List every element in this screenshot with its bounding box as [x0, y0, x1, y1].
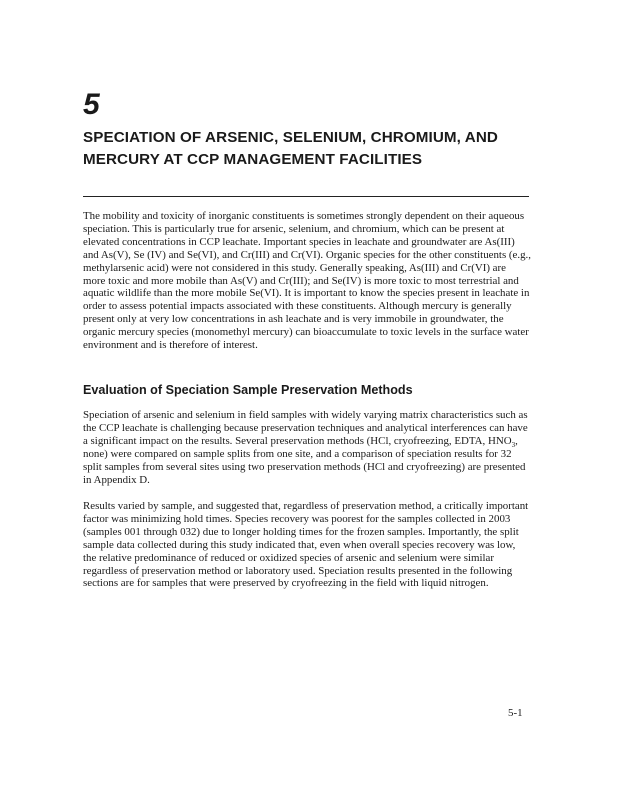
- intro-paragraph: The mobility and toxicity of inorganic constituents is sometimes strongly dependent on their aqueous speciation. This is particularly true for arsenic, selenium, and chromium, which can be present at elevated concentrations in CCP leachate. Important species in leachate and groundwater are As(III) and As(V), Se (IV) and Se(VI), and Cr(III) and Cr(VI). Organic species for the other constituents (e.g., methylarsenic acid) were not considered in this study. Generally speaking, As(III) and Cr(VI) are more toxic and more mobile than As(V) and Cr(III); and Se(IV) is more toxic to most terrestrial and aquatic wildlife than the more mobile Se(VI). It is important to know the species present in leachate in order to assess potential impacts associated with these constituents. Although mercury is generally present only at very low concentrations in ash leachate and is very immobile in groundwater, the organic mercury species (monomethyl mercury) can bioaccumulate to toxic levels in the surface water environment and is therefore of interest.: [83, 210, 531, 352]
- section-paragraph-1-start: Speciation of arsenic and selenium in field samples with widely varying matrix characteristics such as the CCP leachate is challenging because preservation techniques and analytical interferences can have a significant impact on the results. Several preservation methods (HCl, cryofreezing, EDTA, HNO: [83, 409, 528, 447]
- section-paragraph-1-end: , none) were compared on sample splits from one site, and a comparison of speciation results for 32 split samples from several sites using two preservation methods (HCl and cryofreezing) are presented in Appendix D.: [83, 434, 526, 486]
- nitric-acid-subscript: 3: [511, 440, 516, 449]
- chapter-title: SPECIATION OF ARSENIC, SELENIUM, CHROMIUM, AND MERCURY AT CCP MANAGEMENT FACILITIES: [83, 129, 498, 168]
- title-divider: [83, 196, 529, 197]
- section-heading: Evaluation of Speciation Sample Preservation Methods: [83, 383, 413, 397]
- chapter-number: 5: [83, 88, 100, 121]
- section-paragraph-2: Results varied by sample, and suggested that, regardless of preservation method, a critically important factor was minimizing hold times. Species recovery was poorest for the samples collected in 2003 (samples 001 through 032) due to longer holding times for the frozen samples. Importantly, the split sample data collected during this study indicated that, even when overall species recovery was low, the relative predominance of reduced or oxidized species of arsenic and selenium were similar regardless of preservation method or laboratory used. Speciation results presented in the following sections are for samples that were preserved by cryofreezing in the field with liquid nitrogen.: [83, 500, 529, 590]
- page-number: 5-1: [508, 707, 523, 719]
- section-paragraph-1: [83, 409, 531, 486]
